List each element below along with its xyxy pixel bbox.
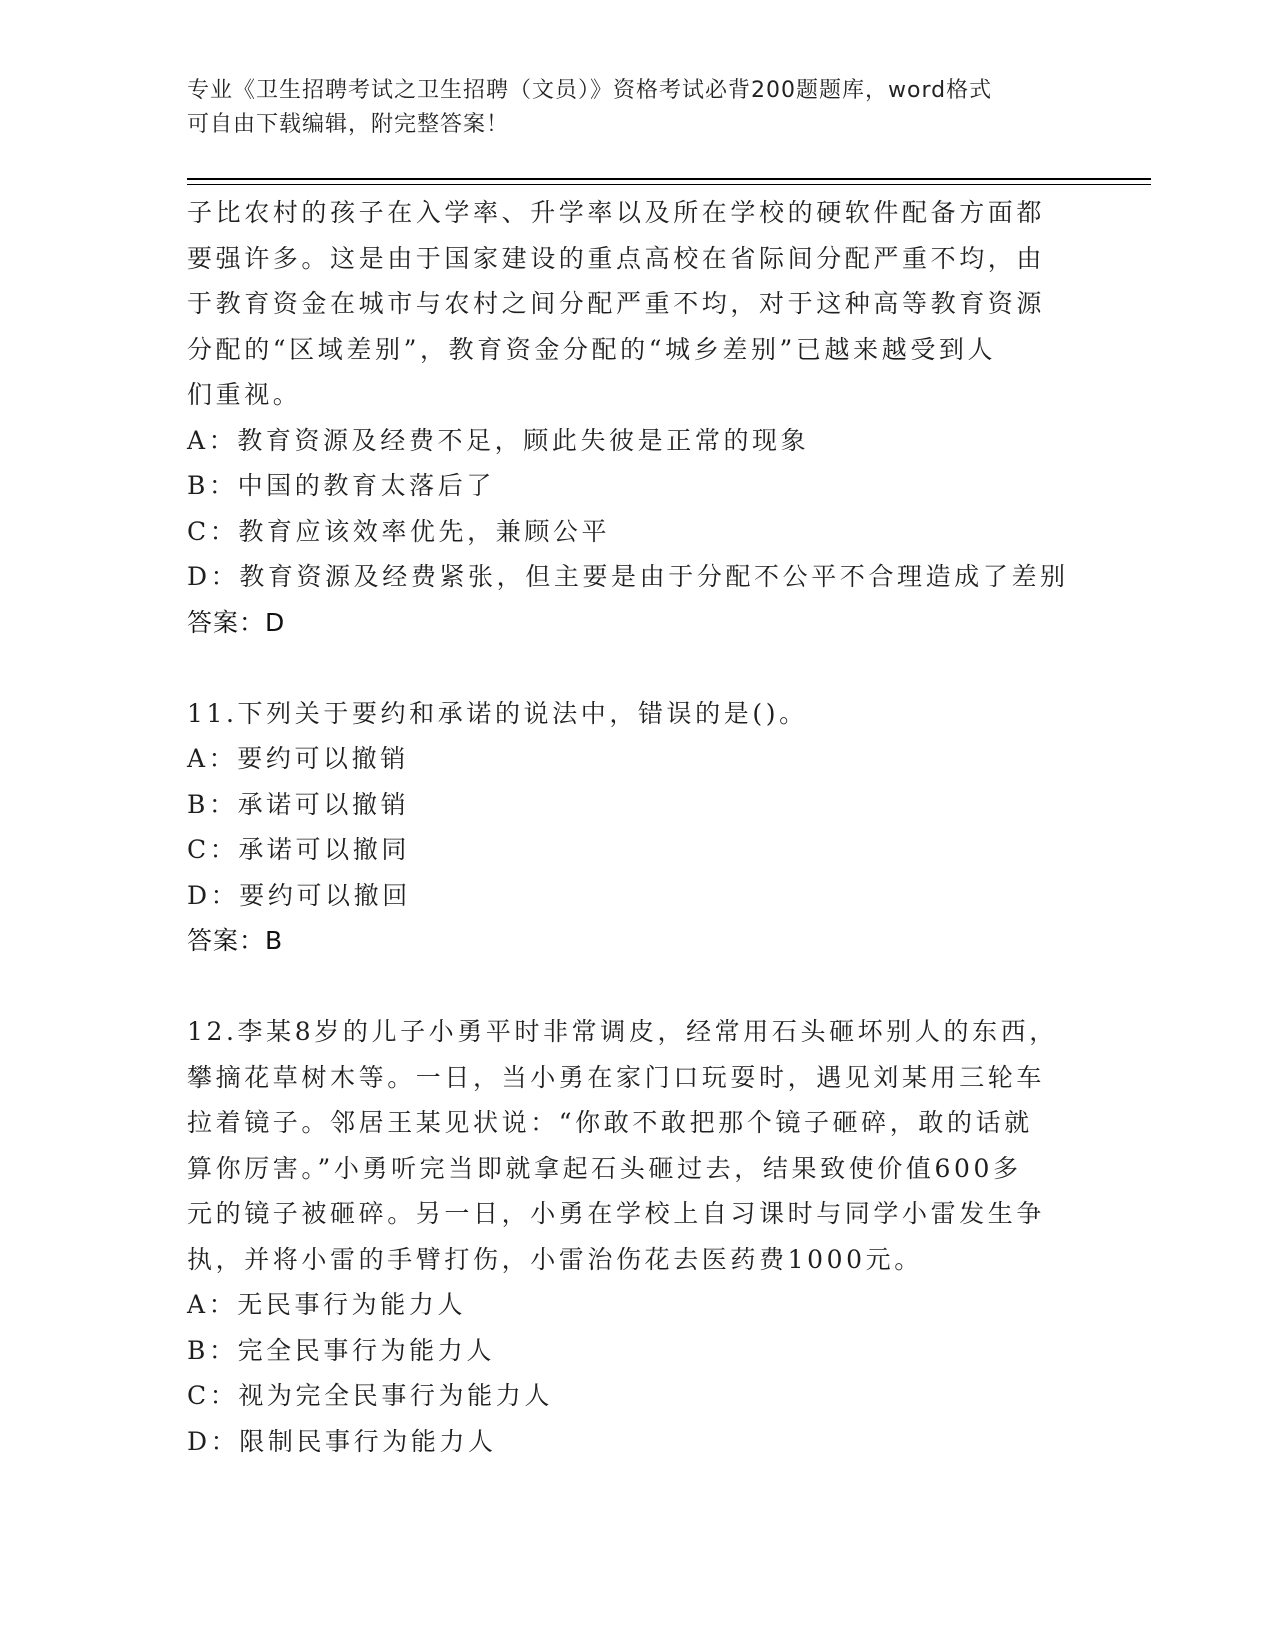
- spacer: [187, 964, 1087, 1010]
- header-line-1: 专业《卫生招聘考试之卫生招聘（文员）》资格考试必背200题题库，word格式: [187, 78, 993, 103]
- answer-line: 答案：B: [187, 926, 284, 955]
- question-stem-line: 12.李某8岁的儿子小勇平时非常调皮，经常用石头砸坏别人的东西，: [187, 1017, 1058, 1046]
- question-stem-line: 们重视。: [187, 380, 302, 409]
- option-a: A：教育资源及经费不足，顾此失彼是正常的现象: [187, 425, 810, 455]
- question-stem-line: 要强许多。这是由于国家建设的重点高校在省际间分配严重不均，由: [187, 243, 1046, 273]
- question-stem-line: 分配的“区域差别”，教育资金分配的“城乡差别”已越来越受到人: [187, 334, 997, 364]
- header-line-2: 可自由下载编辑，附完整答案！: [187, 112, 510, 137]
- question-stem-line: 11.下列关于要约和承诺的说法中，错误的是()。: [187, 698, 808, 728]
- question-11: [187, 691, 1087, 964]
- option-b: B：中国的教育太落后了: [187, 471, 495, 500]
- question-stem-line: 子比农村的孩子在入学率、升学率以及所在学校的硬软件配备方面都: [187, 198, 1046, 227]
- spacer: [187, 645, 1087, 691]
- header-rule-thin: [187, 184, 1151, 185]
- question-10: [187, 190, 1087, 645]
- question-stem-line: 算你厉害。”小勇听完当即就拿起石头砸过去，结果致使价值600多: [187, 1153, 1022, 1183]
- option-b: B：完全民事行为能力人: [187, 1335, 495, 1365]
- option-d: D：教育资源及经费紧张，但主要是由于分配不公平不合理造成了差别: [187, 562, 1069, 591]
- option-c: C：教育应该效率优先，兼顾公平: [187, 516, 611, 546]
- option-a: A：无民事行为能力人: [187, 1290, 467, 1319]
- question-stem-line: 于教育资金在城市与农村之间分配严重不均，对于这种高等教育资源: [187, 289, 1046, 318]
- question-stem-line: 拉着镜子。邻居王某见状说：“你敢不敢把那个镜子砸碎，敢的话就: [187, 1108, 1033, 1137]
- question-stem-line: 执，并将小雷的手臂打伤，小雷治伤花去医药费1000元。: [187, 1244, 923, 1274]
- option-c: C：视为完全民事行为能力人: [187, 1381, 553, 1410]
- document-header: [187, 74, 1087, 142]
- question-12: [187, 1009, 1087, 1464]
- option-d: D：要约可以撤回: [187, 880, 411, 910]
- question-stem-line: 攀摘花草树木等。一日，当小勇在家门口玩耍时，遇见刘某用三轮车: [187, 1062, 1046, 1092]
- document-body: [187, 190, 1087, 1464]
- option-c: C：承诺可以撤同: [187, 835, 410, 864]
- option-a: A：要约可以撤销: [187, 744, 409, 773]
- answer-line: 答案：D: [187, 607, 286, 637]
- header-rule-thick: [187, 178, 1151, 180]
- question-stem-line: 元的镜子被砸碎。另一日，小勇在学校上自习课时与同学小雷发生争: [187, 1199, 1046, 1228]
- option-d: D：限制民事行为能力人: [187, 1426, 497, 1456]
- option-b: B：承诺可以撤销: [187, 789, 410, 819]
